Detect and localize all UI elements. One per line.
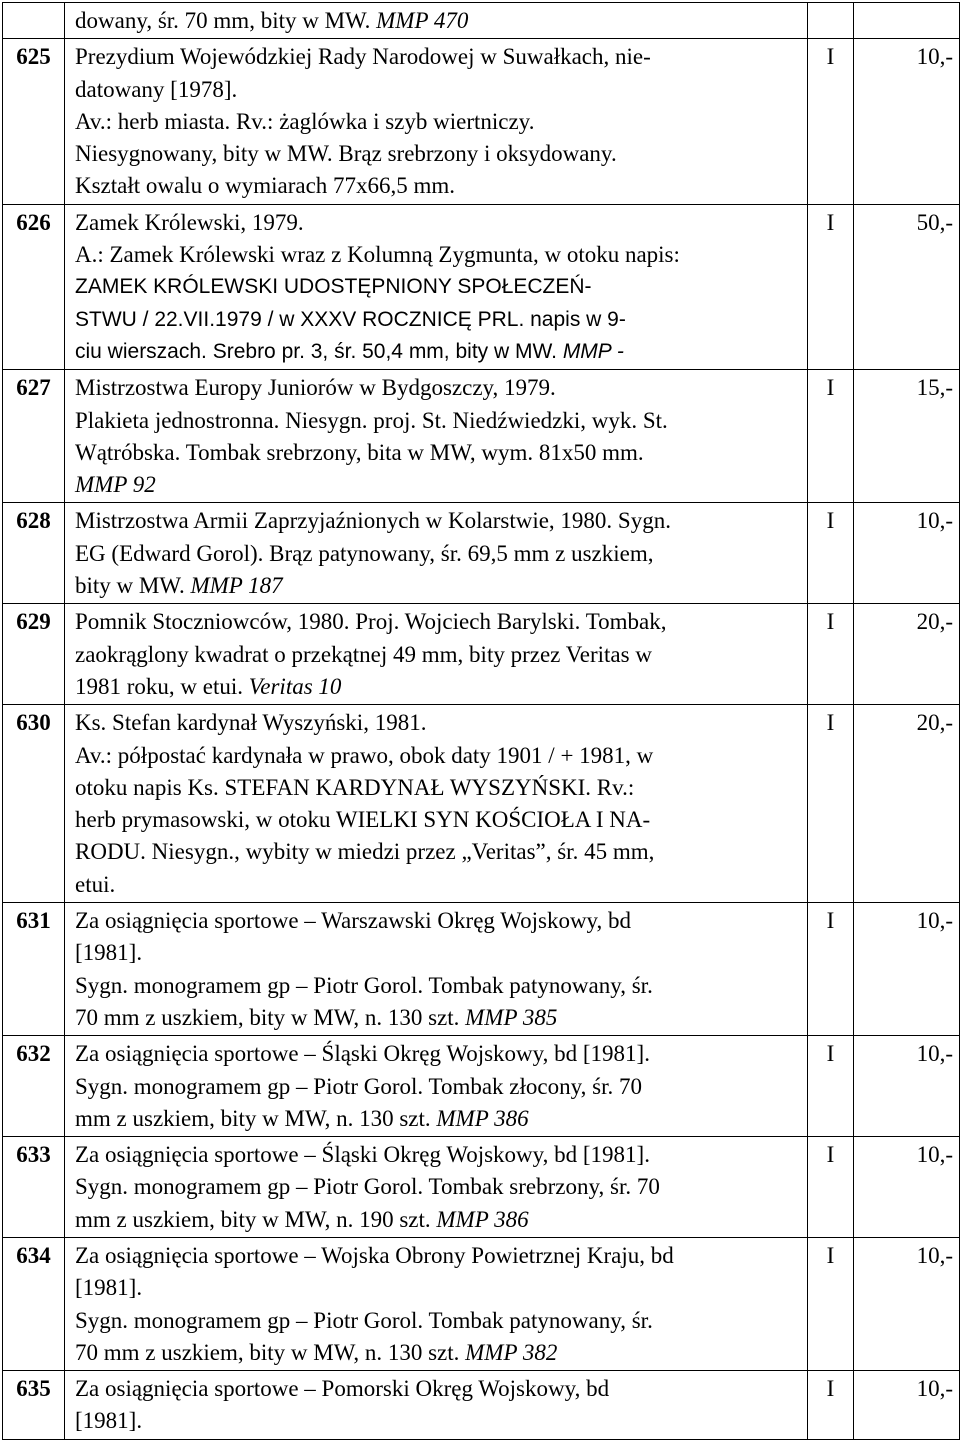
- entry-description: [65, 1137, 808, 1238]
- description-text: zaokrąglony kwadrat o przekątnej 49 mm, bity przez Veritas w: [75, 641, 652, 667]
- description-line: [75, 1038, 803, 1070]
- entry-number: 625: [3, 39, 65, 204]
- description-text: Sygn. monogramem gp – Piotr Gorol. Tombak patynowany, śr.: [75, 972, 653, 998]
- entry-description: [65, 604, 808, 705]
- entry-price: [854, 3, 960, 39]
- entry-number: 626: [3, 204, 65, 369]
- catalog-reference: MMP -: [562, 339, 624, 363]
- description-text: Mistrzostwa Armii Zaprzyjaźnionych w Kolarstwie, 1980. Sygn.: [75, 508, 671, 534]
- entry-price: 20,-: [854, 705, 960, 903]
- entry-number: 633: [3, 1137, 65, 1238]
- entry-number: 634: [3, 1237, 65, 1370]
- catalog-entry: [3, 1137, 960, 1238]
- description-line: [75, 437, 803, 469]
- catalog-entry: [3, 1237, 960, 1370]
- description-line: [75, 804, 803, 836]
- entry-rarity: I: [808, 503, 854, 604]
- description-line: [75, 639, 803, 671]
- description-text: 1981 roku, w etui.: [75, 673, 249, 699]
- entry-rarity: I: [808, 604, 854, 705]
- description-text: bity w MW.: [75, 573, 191, 599]
- description-text: Za osiągnięcia sportowe – Wojska Obrony Powietrznej Kraju, bd: [75, 1242, 674, 1268]
- entry-price: 10,-: [854, 1371, 960, 1440]
- description-line: [75, 106, 803, 138]
- description-line: [75, 5, 803, 37]
- description-line: [75, 304, 803, 336]
- entry-rarity: I: [808, 1371, 854, 1440]
- entry-price: 20,-: [854, 604, 960, 705]
- description-line: [75, 671, 803, 703]
- description-line: [75, 74, 803, 106]
- description-line: [75, 138, 803, 170]
- entry-description: [65, 3, 808, 39]
- description-text: etui.: [75, 871, 116, 897]
- description-text: Zamek Królewski, 1979.: [75, 209, 304, 235]
- catalog-reference: MMP 92: [75, 472, 156, 498]
- entry-price: 15,-: [854, 370, 960, 503]
- description-text: Mistrzostwa Europy Juniorów w Bydgoszczy, 1979.: [75, 375, 556, 401]
- description-text: Za osiągnięcia sportowe – Śląski Okręg Wojskowy, bd [1981].: [75, 1142, 650, 1168]
- description-line: [75, 41, 803, 73]
- entry-number: 635: [3, 1371, 65, 1440]
- description-line: [75, 271, 803, 303]
- description-text: 70 mm z uszkiem, bity w MW, n. 130 szt.: [75, 1339, 466, 1365]
- description-text: A.: Zamek Królewski wraz z Kolumną Zygmunta, w otoku napis:: [75, 242, 680, 268]
- entry-description: [65, 1371, 808, 1440]
- description-text: otoku napis Ks. STEFAN KARDYNAŁ WYSZYŃSKI. Rv.:: [75, 774, 635, 800]
- entry-number: 629: [3, 604, 65, 705]
- catalog-reference: MMP 386: [436, 1206, 529, 1232]
- description-line: [75, 538, 803, 570]
- entry-number: 631: [3, 903, 65, 1036]
- catalog-table: [2, 2, 960, 1440]
- entry-description: [65, 1036, 808, 1137]
- description-text: RODU. Niesygn., wybity w miedzi przez „Veritas”, śr. 45 mm,: [75, 839, 655, 865]
- description-line: [75, 570, 803, 602]
- entry-number: [3, 3, 65, 39]
- description-text: [1981].: [75, 940, 143, 966]
- entry-price: 10,-: [854, 903, 960, 1036]
- entry-price: 10,-: [854, 503, 960, 604]
- entry-rarity: I: [808, 370, 854, 503]
- catalog-entry: [3, 1371, 960, 1440]
- description-text: herb prymasowski, w otoku WIELKI SYN KOŚCIOŁA I NA-: [75, 807, 651, 833]
- entry-rarity: I: [808, 705, 854, 903]
- description-line: [75, 740, 803, 772]
- entry-rarity: I: [808, 204, 854, 369]
- description-line: [75, 1071, 803, 1103]
- entry-rarity: I: [808, 903, 854, 1036]
- description-line: [75, 405, 803, 437]
- description-line: [75, 1305, 803, 1337]
- entry-description: [65, 204, 808, 369]
- description-text: STWU / 22.VII.1979 / w XXXV ROCZNICĘ PRL. napis w 9-: [75, 307, 626, 331]
- description-line: [75, 1103, 803, 1135]
- catalog-reference: MMP 386: [436, 1105, 529, 1131]
- catalog-reference: MMP 382: [465, 1339, 558, 1365]
- entry-price: 10,-: [854, 1237, 960, 1370]
- description-text: Za osiągnięcia sportowe – Pomorski Okręg Wojskowy, bd: [75, 1376, 610, 1402]
- catalog-entry: [3, 1036, 960, 1137]
- entry-description: [65, 1237, 808, 1370]
- catalog-reference: Veritas 10: [248, 673, 342, 699]
- description-line: [75, 1002, 803, 1034]
- description-text: Prezydium Wojewódzkiej Rady Narodowej w Suwałkach, nie-: [75, 44, 651, 70]
- catalog-entry: [3, 903, 960, 1036]
- description-text: Sygn. monogramem gp – Piotr Gorol. Tombak patynowany, śr.: [75, 1307, 653, 1333]
- description-line: [75, 1373, 803, 1405]
- description-text: datowany [1978].: [75, 76, 238, 102]
- catalog-entry: [3, 3, 960, 39]
- catalog-reference: MMP 187: [190, 573, 283, 599]
- entry-description: [65, 370, 808, 503]
- description-text: Za osiągnięcia sportowe – Warszawski Okręg Wojskowy, bd: [75, 908, 632, 934]
- description-text: mm z uszkiem, bity w MW, n. 190 szt.: [75, 1206, 437, 1232]
- description-text: Ks. Stefan kardynał Wyszyński, 1981.: [75, 710, 427, 736]
- description-text: [1981].: [75, 1408, 143, 1434]
- description-line: [75, 869, 803, 901]
- catalog-entry: [3, 604, 960, 705]
- description-text: EG (Edward Gorol). Brąz patynowany, śr. 69,5 mm z uszkiem,: [75, 540, 654, 566]
- description-line: [75, 707, 803, 739]
- entry-price: 10,-: [854, 1036, 960, 1137]
- entry-number: 628: [3, 503, 65, 604]
- entry-number: 632: [3, 1036, 65, 1137]
- description-text: ZAMEK KRÓLEWSKI UDOSTĘPNIONY SPOŁECZEŃ-: [75, 275, 592, 299]
- description-text: 70 mm z uszkiem, bity w MW, n. 130 szt.: [75, 1004, 466, 1030]
- description-line: [75, 505, 803, 537]
- catalog-reference: MMP 470: [376, 8, 469, 33]
- entry-description: [65, 39, 808, 204]
- description-line: [75, 1204, 803, 1236]
- description-text: Kształt owalu o wymiarach 77x66,5 mm.: [75, 173, 456, 199]
- description-line: [75, 1171, 803, 1203]
- entry-number: 627: [3, 370, 65, 503]
- description-text: Wątróbska. Tombak srebrzony, bita w MW, wym. 81x50 mm.: [75, 439, 644, 465]
- description-line: [75, 772, 803, 804]
- description-line: [75, 905, 803, 937]
- description-text: Sygn. monogramem gp – Piotr Gorol. Tombak srebrzony, śr. 70: [75, 1174, 660, 1200]
- description-text: Za osiągnięcia sportowe – Śląski Okręg Wojskowy, bd [1981].: [75, 1041, 650, 1067]
- entry-price: 50,-: [854, 204, 960, 369]
- entry-price: 10,-: [854, 39, 960, 204]
- description-text: dowany, śr. 70 mm, bity w MW.: [75, 8, 377, 33]
- entry-rarity: I: [808, 1036, 854, 1137]
- entry-rarity: [808, 3, 854, 39]
- description-text: Plakieta jednostronna. Niesygn. proj. St. Niedźwiedzki, wyk. St.: [75, 407, 668, 433]
- description-text: Niesygnowany, bity w MW. Brąz srebrzony i oksydowany.: [75, 141, 617, 167]
- description-line: [75, 1405, 803, 1437]
- catalog-body: [3, 3, 960, 1440]
- description-line: [75, 207, 803, 239]
- description-text: Av.: herb miasta. Rv.: żaglówka i szyb wiertniczy.: [75, 108, 535, 134]
- description-text: [1981].: [75, 1275, 143, 1301]
- description-text: Av.: półpostać kardynała w prawo, obok daty 1901 / + 1981, w: [75, 742, 654, 768]
- description-line: [75, 606, 803, 638]
- description-line: [75, 239, 803, 271]
- description-text: ciu wierszach. Srebro pr. 3, śr. 50,4 mm, bity w MW.: [75, 339, 563, 363]
- catalog-entry: [3, 370, 960, 503]
- entry-number: 630: [3, 705, 65, 903]
- entry-rarity: I: [808, 1237, 854, 1370]
- description-line: [75, 1139, 803, 1171]
- description-line: [75, 170, 803, 202]
- catalog-entry: [3, 204, 960, 369]
- entry-price: 10,-: [854, 1137, 960, 1238]
- catalog-entry: [3, 39, 960, 204]
- description-text: Sygn. monogramem gp – Piotr Gorol. Tombak złocony, śr. 70: [75, 1073, 642, 1099]
- entry-description: [65, 903, 808, 1036]
- description-line: [75, 1240, 803, 1272]
- entry-description: [65, 705, 808, 903]
- entry-rarity: I: [808, 39, 854, 204]
- catalog-entry: [3, 503, 960, 604]
- entry-description: [65, 503, 808, 604]
- entry-rarity: I: [808, 1137, 854, 1238]
- catalog-reference: MMP 385: [465, 1004, 558, 1030]
- catalog-entry: [3, 705, 960, 903]
- description-line: [75, 937, 803, 969]
- description-text: Pomnik Stoczniowców, 1980. Proj. Wojciech Barylski. Tombak,: [75, 609, 667, 635]
- description-line: [75, 336, 803, 368]
- description-line: [75, 1337, 803, 1369]
- description-line: [75, 469, 803, 501]
- description-line: [75, 836, 803, 868]
- description-line: [75, 372, 803, 404]
- description-text: mm z uszkiem, bity w MW, n. 130 szt.: [75, 1105, 437, 1131]
- description-line: [75, 970, 803, 1002]
- description-line: [75, 1272, 803, 1304]
